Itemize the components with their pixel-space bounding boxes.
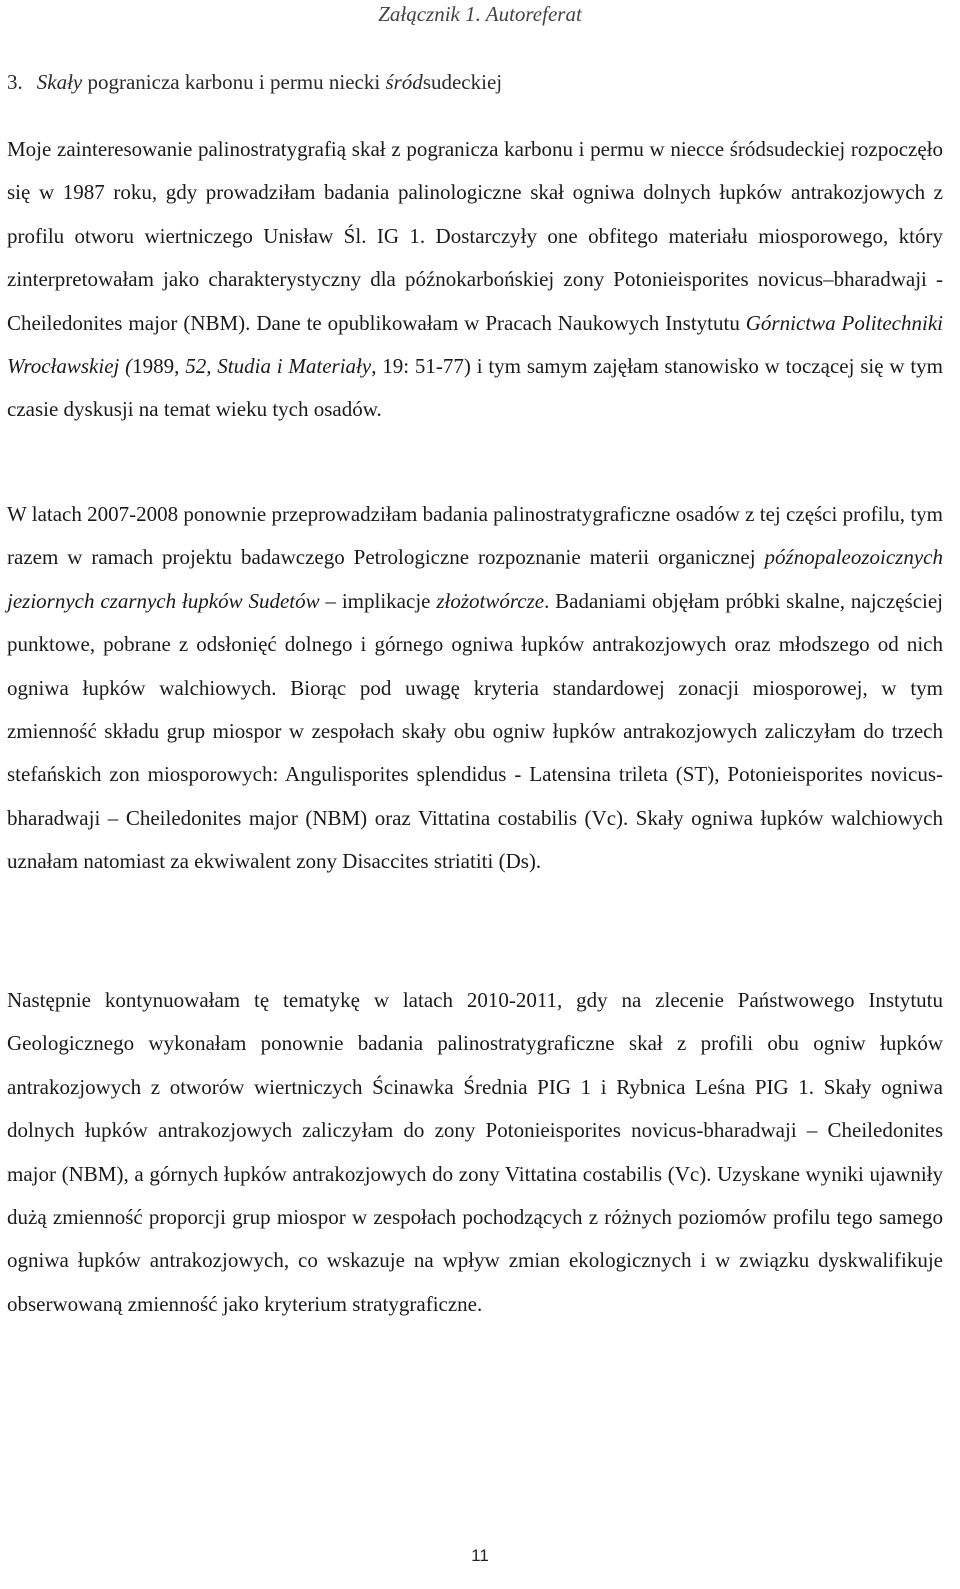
section-title-mid: pogranicza karbonu i permu niecki: [82, 70, 386, 94]
paragraph-1-italic-b: Górnictwa Politechniki Wrocławskiej (: [7, 310, 943, 379]
paragraph-1-text-e: , 19: 51-77) i tym samym zajęłam stanowisko w toczącej się w tym czasie dyskusji na temat wieku tych osadów.: [7, 354, 943, 422]
paragraph-1-italic-d: 52, Studia i Materiały: [185, 354, 372, 379]
page-header: Załącznik 1. Autoreferat: [378, 2, 582, 26]
section-title-end: sudeckiej: [422, 70, 503, 94]
section-title: [7, 70, 502, 95]
paragraph-1-text-c: 1989,: [132, 354, 186, 379]
section-title-italic-1: Skały: [36, 70, 83, 94]
paragraph-2-text-c: – implikacje: [319, 588, 437, 613]
paragraph-2-text-a: W latach 2007-2008 ponownie przeprowadziłam badania palinostratygraficzne osadów z tej części profilu, tym razem w ramach projektu badawczego Petrologiczne rozpoznanie materii organicznej: [7, 502, 943, 570]
paragraph-2-italic-b: późnopaleozoicznych jeziornych czarnych łupków Sudetów: [7, 545, 943, 613]
paragraph-2-text-e: . Badaniami objęłam próbki skalne, najczęściej punktowe, pobrane z odsłonięć dolnego i górnego ogniwa łupków antrakozjowych oraz młodszego od nich ogniwa łupków walchiowych. Biorąc pod uwagę kryteria standardowej zonacji miosporowej, w tym zmienność składu grup miospor w zespołach skały obu ogniw łupków antrakozjowych zaliczyłam do trzech stefańskich zon miosporowych: Angulisporites splendidus - Latensina trileta (ST), Potonieisporites novicus-bharadwaji – Cheiledonites major (NBM) oraz Vittatina costabilis (Vc). Skały ogniwa łupków walchiowych uznałam natomiast za ekwiwalent zony Disaccites striatiti (Ds).: [7, 588, 944, 874]
paragraph-1: [7, 128, 943, 432]
paragraph-2: [7, 493, 943, 884]
paragraph-3-text-a: Następnie kontynuowałam tę tematykę w latach 2010-2011, gdy na zlecenie Państwowego Instytutu Geologicznego wykonałam ponownie badania palinostratygraficzne skał z profili obu ogniw łupków antrakozjowych z otworów wiertniczych Ścinawka Średnia PIG 1 i Rybnica Leśna PIG 1. Skały ogniwa dolnych łupków antrakozjowych zaliczyłam do zony Potonieisporites novicus-bharadwaji – Cheiledonites major (NBM), a górnych łupków antrakozjowych do zony Vittatina costabilis (Vc). Uzyskane wyniki ujawniły dużą zmienność proporcji grup miospor w zespołach pochodzących z różnych poziomów profilu tego samego ogniwa łupków antrakozjowych, co wskazuje na wpływ zmian ekologicznych i w związku dyskwalifikuje obserwowaną zmienność jako kryterium stratygraficzne.: [7, 988, 943, 1316]
paragraph-2-italic-d: złożotwórcze: [436, 588, 545, 613]
paragraph-3: [7, 979, 943, 1326]
section-title-italic-2: śród: [385, 70, 423, 94]
section-number: 3.: [7, 70, 23, 94]
paragraph-1-text-a: Moje zainteresowanie palinostratygrafią skał z pogranicza karbonu i permu w niecce śródsudeckiej rozpoczęło się w 1987 roku, gdy prowadziłam badania palinologiczne skał ogniwa dolnych łupków antrakozjowych z profilu otworu wiertniczego Unisław Śl. IG 1. Dostarczyły one obfitego materiału miosporowego, który zinterpretowałam jako charakterystyczny dla późnokarbońskiej zony Potonieisporites novicus–bharadwaji - Cheiledonites major (NBM). Dane te opublikowałam w Pracach Naukowych Instytutu: [7, 137, 943, 335]
page-number: 11: [471, 1546, 489, 1565]
